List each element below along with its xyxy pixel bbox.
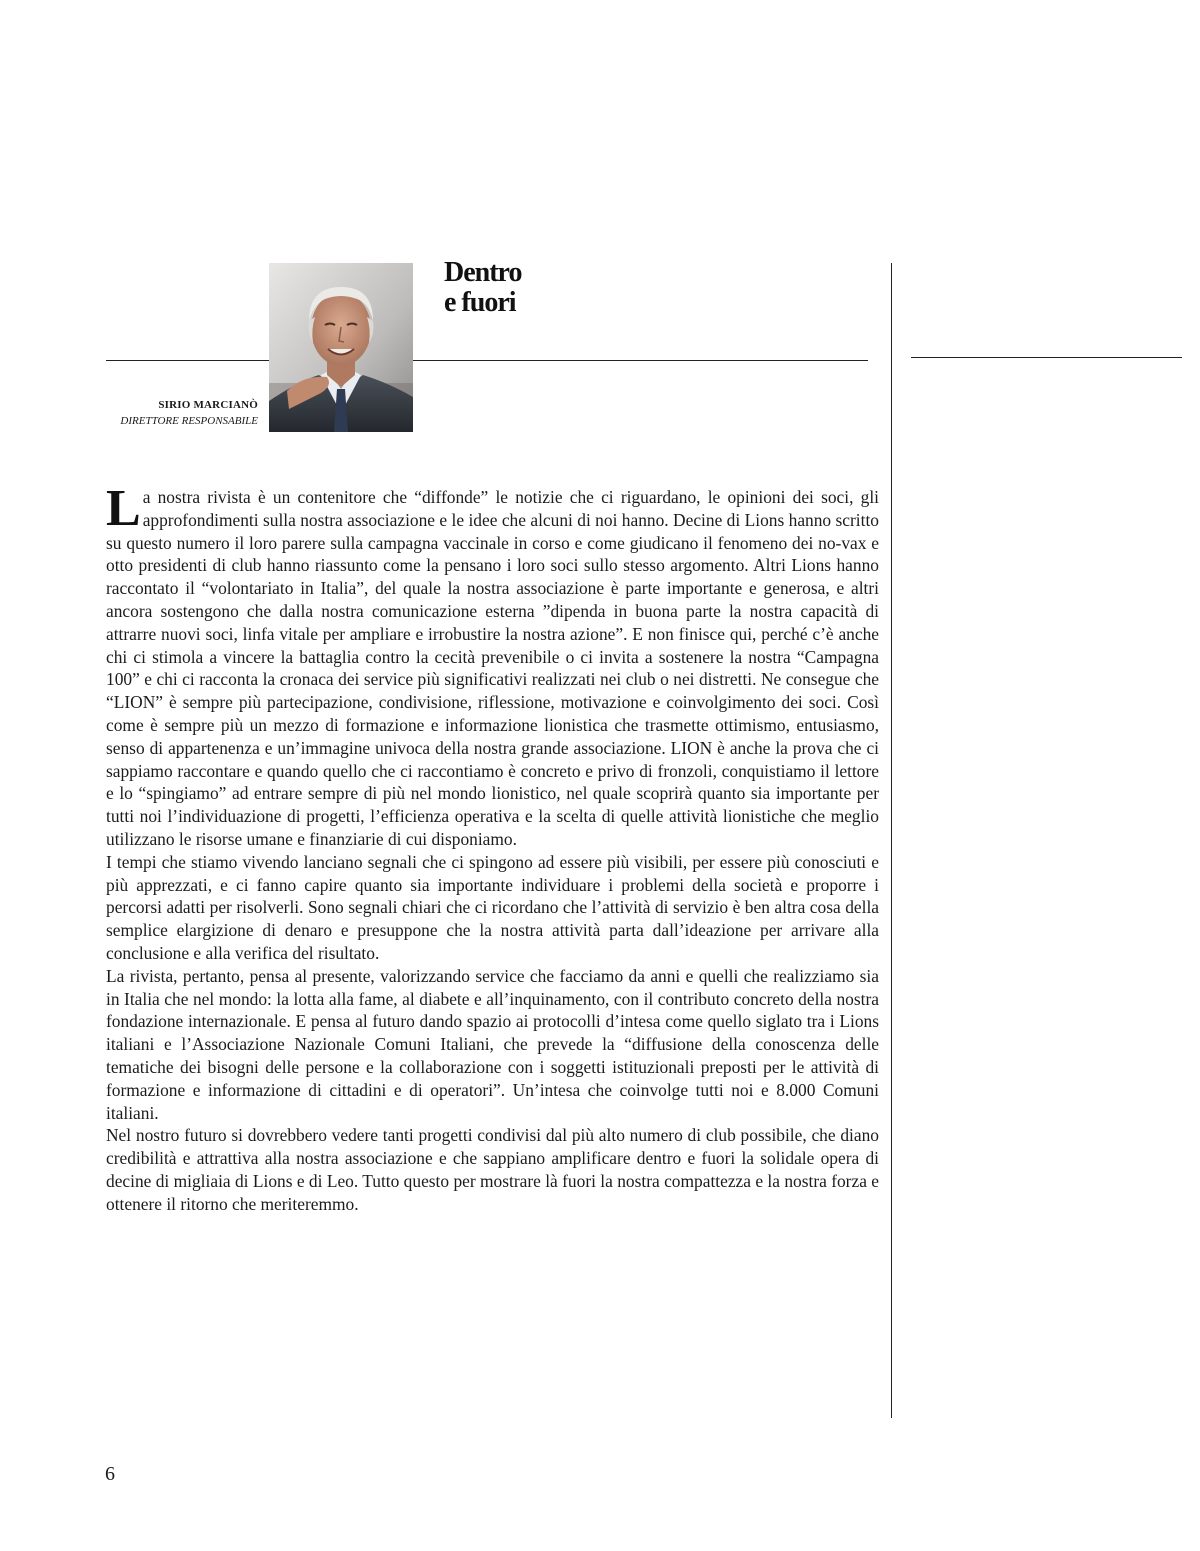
drop-cap: L <box>106 480 141 537</box>
author-byline <box>120 397 258 429</box>
article-title-line-2: e fuori <box>444 287 516 318</box>
page-number: 6 <box>105 1463 115 1485</box>
article-paragraph-2: I tempi che stiamo vivendo lanciano segnali che ci spingono ad essere più visibili, per essere più conosciuti e più apprezzati, e ci fanno capire quanto sia importante individuare i problemi della società e proporre i percorsi adatti per risolverli. Sono segnali chiari che ci ricordano che l’attività di servizio è ben altra cosa della semplice elargizione di denaro e presuppone che la nostra attività parta dall’ideazione per arrivare alla conclusione e alla verifica del risultato. <box>106 851 879 963</box>
author-role: DIRETTORE RESPONSABILE <box>120 415 258 427</box>
article-paragraph-3: La rivista, pertanto, pensa al presente, valorizzando service che facciamo da anni e quelli che realizziamo sia in Italia che nel mondo: la lotta alla fame, al diabete e all’inquinamento, con il contributo concreto della nostra fondazione internazionale. E pensa al futuro dando spazio ai protocolli d’intesa come quello siglato tra i Lions italiani e l’Associazione Nazionale Comuni Italiani, che prevede la “diffusione della conoscenza delle tematiche dei bisogni delle persone e la collaborazione con i soggetti istituzionali preposti per le attività di formazione e informazione di cittadini e di operatori”. Un’intesa che coinvolge tutti noi e 8.000 Comuni italiani. <box>106 965 879 1123</box>
article-title <box>444 258 521 318</box>
article-body <box>106 480 879 1216</box>
column-divider <box>891 263 892 1418</box>
horizontal-rule-middle <box>413 360 868 361</box>
author-portrait <box>269 263 413 432</box>
article-title-line-1: Dentro <box>444 257 522 288</box>
author-name: SIRIO MARCIANÒ <box>158 399 258 411</box>
article-paragraph-1 <box>106 480 879 851</box>
author-portrait-illustration <box>269 263 413 432</box>
article-paragraph-4: Nel nostro futuro si dovrebbero vedere tanti progetti condivisi dal più alto numero di club possibile, che diano credibilità e attrattiva alla nostra associazione e che sappiano amplificare dentro e fuori la solidale opera di decine di migliaia di Lions e di Leo. Tutto questo per mostrare là fuori la nostra compattezza e la nostra forza e ottenere il ritorno che meriteremmo. <box>106 1125 879 1214</box>
article-paragraph-1-text: a nostra rivista è un contenitore che “diffonde” le notizie che ci riguardano, le opinioni dei soci, gli approfondimenti sulla nostra associazione e le idee che alcuni di noi hanno. Decine di Lions hanno scritto su questo numero il loro parere sulla campagna vaccinale in corso e come giudicano il fenomeno dei no-vax e otto presidenti di club hanno riassunto come la pensano i loro soci sullo stesso argomento. Altri Lions hanno raccontato il “volontariato in Italia”, del quale la nostra associazione è parte importante e generosa, e altri ancora sostengono che dalla nostra comunicazione esterna ”dipenda in buona parte la nostra capacità di attrarre nuovi soci, linfa vitale per ampliare e irrobustire la nostra azione”. E non finisce qui, perché c’è anche chi ci stimola a vincere la battaglia contro la cecità prevenibile o ci invita a sostenere la nostra “Campagna 100” e chi ci racconta la cronaca dei service più significativi realizzati nei club o nei distretti. Ne consegue che “LION” è sempre più partecipazione, condivisione, riflessione, motivazione e coinvolgimento dei soci. Così come è sempre più un mezzo di formazione e informazione lionistica che trasmette ottimismo, entusiasmo, senso di appartenenza e un’immagine univoca della nostra grande associazione. LION è anche la prova che ci sappiamo raccontare e quando quello che ci raccontiamo è concreto e privo di fronzoli, conquistiamo il lettore e lo “spingiamo” ad entrare sempre di più nel mondo lionistico, nel quale scoprirà quanto sia importante per tutti noi l’individuazione di progetti, l’efficienza operativa e la scelta di quelle attività lionistiche che meglio utilizzano le risorse umane e finanziarie di cui disponiamo. <box>106 487 879 849</box>
horizontal-rule-left <box>106 360 269 361</box>
horizontal-rule-right <box>911 357 1182 358</box>
